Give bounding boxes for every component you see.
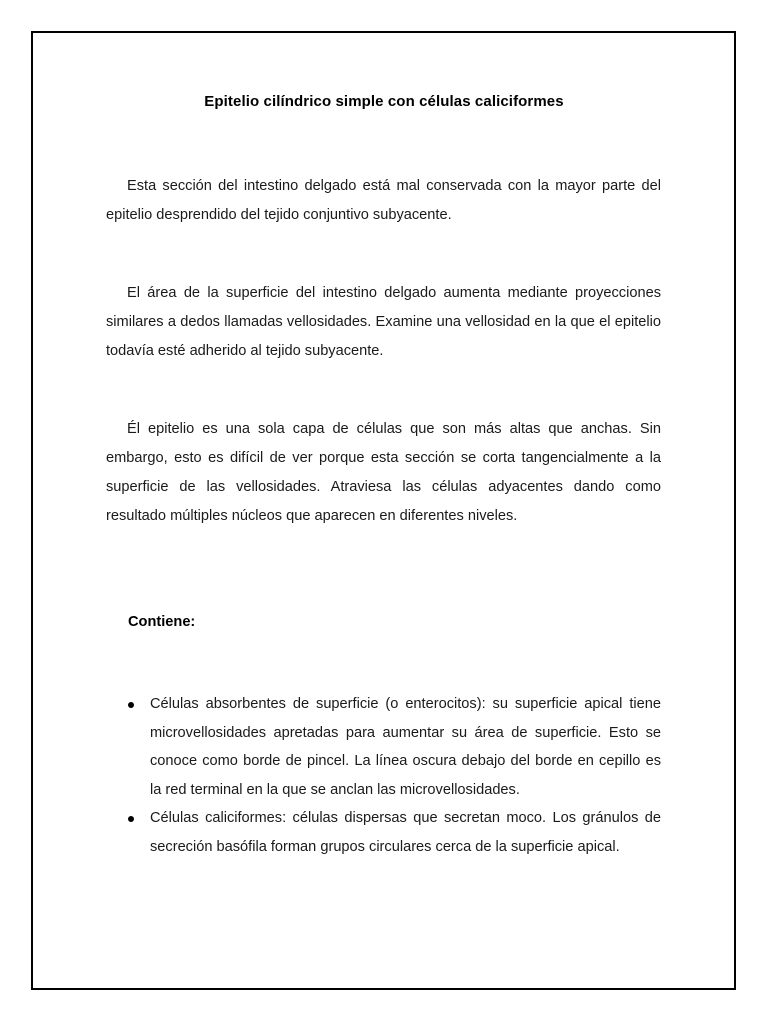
bullet-icon <box>128 816 134 822</box>
paragraph-1: Esta sección del intestino delgado está mal conservada con la mayor parte del epitelio desprendido del tejido conjuntivo subyacente. <box>106 178 661 223</box>
bullet-list <box>127 690 661 861</box>
list-item <box>127 690 661 804</box>
paragraph-3: Él epitelio es una sola capa de células que son más altas que anchas. Sin embargo, esto es difícil de ver porque esta sección se corta tangencialmente a la superficie de las vellosidades. Atraviesa las células adyacentes dando como resultado múltiples núcleos que aparecen en diferentes niveles. <box>106 421 661 524</box>
contains-heading: Contiene: <box>128 614 196 630</box>
bullet-icon <box>128 702 134 708</box>
list-item-text: Células caliciformes: células dispersas que secretan moco. Los gránulos de secreción basófila forman grupos circulares cerca de la superficie apical. <box>150 810 661 855</box>
list-item <box>127 804 661 861</box>
paragraph-2: El área de la superficie del intestino delgado aumenta mediante proyecciones similares a dedos llamadas vellosidades. Examine una vellosidad en la que el epitelio todavía esté adherido al tejido subyacente. <box>106 285 661 359</box>
document-title: Epitelio cilíndrico simple con células caliciformes <box>204 93 564 110</box>
list-item-text: Células absorbentes de superficie (o enterocitos): su superficie apical tiene microvellosidades apretadas para aumentar su área de superficie. Esto se conoce como borde de pincel. La línea oscura debajo del borde en cepillo es la red terminal en la que se anclan las microvellosidades. <box>150 696 661 798</box>
